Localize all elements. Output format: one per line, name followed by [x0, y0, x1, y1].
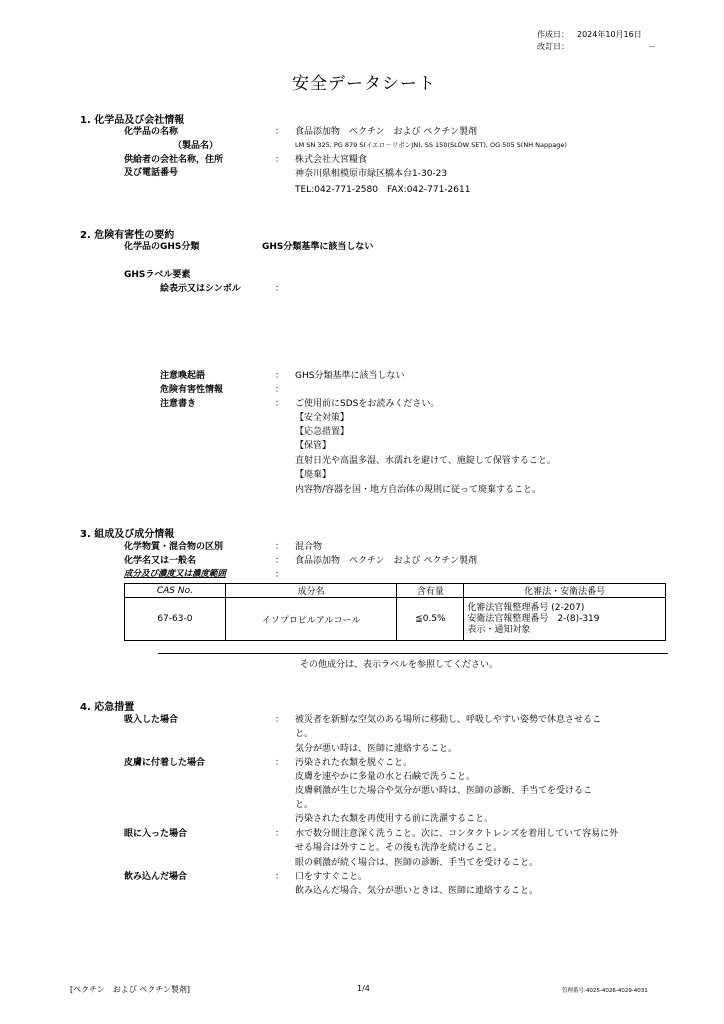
skin-line: 汚染された衣類を脱ぐこと。: [295, 758, 413, 768]
table-row: [125, 598, 666, 641]
precaution-line: 内容物/容器を国・地方自治体の規則に従って廃棄すること。: [295, 485, 542, 495]
inhale-label: 吸入した場合: [124, 715, 179, 725]
colon: ：: [275, 399, 285, 409]
cell-component: イソプロピルアルコール: [225, 598, 397, 641]
precaution-line: ご使用前にSDSをお読みください。: [295, 399, 440, 409]
trade-name-label: （製品名）: [173, 141, 219, 151]
colon: ：: [275, 385, 285, 395]
ghs-class-label: 化学品のGHS分類: [124, 242, 200, 252]
colon: ：: [275, 284, 285, 294]
precaution-line: 直射日光や高温多湿、水濡れを避けて、施錠して保管すること。: [295, 456, 556, 466]
colon: ：: [275, 872, 285, 882]
page-number: 1/4: [357, 984, 370, 993]
phone-label: 及び電話番号: [124, 168, 179, 178]
section4-heading: 4. 応急措置: [80, 702, 135, 713]
inhale-line: と。: [295, 729, 314, 739]
divider: [158, 653, 668, 654]
colon: ：: [275, 371, 285, 381]
cell-content: ≦0.5%: [397, 598, 464, 641]
chemical-name-label: 化学名又は一般名: [124, 556, 197, 566]
product-name-value: 食品添加物 ペクチン および ペクチン製剤: [295, 127, 477, 137]
signal-word-value: GHS分類基準に該当しない: [295, 371, 405, 381]
skin-line: 皮膚刺激が生じた場合や気分が悪い時は、医師の診断、手当てを受けるこ: [295, 786, 593, 796]
skin-line: 汚染された衣類を再使用する前に洗濯すること。: [295, 814, 494, 824]
header-component: 成分名: [225, 584, 397, 598]
swallow-line: 口をすすぐこと。: [295, 872, 368, 882]
signal-word-label: 注意喚起語: [160, 371, 206, 381]
swallow-line: 飲み込んだ場合、気分が悪いときは、医師に連絡すること。: [295, 886, 539, 896]
substance-type-value: 混合物: [295, 542, 323, 552]
precaution-label: 注意書き: [160, 399, 197, 409]
revised-date-value: －: [648, 42, 656, 51]
eye-line: 眼の刺激が続く場合は、医師の診断、手当てを受けること。: [295, 858, 539, 868]
skin-line: と。: [295, 800, 314, 810]
pictogram-label: 絵表示又はシンボル: [160, 284, 241, 294]
revised-date-label: 改訂日：: [537, 42, 569, 51]
colon: ：: [275, 155, 285, 165]
cell-law-number: [464, 598, 666, 641]
eye-line: せる場合は外すこと。その後も洗浄を続けること。: [295, 843, 503, 853]
law-line: 化審法官報整理番号 (2-207): [467, 602, 585, 613]
skin-label: 皮膚に付着した場合: [124, 758, 206, 768]
composition-table: [124, 583, 666, 641]
ghs-label-heading: GHSラベル要素: [124, 270, 191, 280]
chemical-name-value: 食品添加物 ペクチン および ペクチン製剤: [295, 556, 477, 566]
created-date-value: 2024年10月16日: [577, 30, 642, 39]
footer-product: [ペクチン および ペクチン製剤]: [70, 985, 190, 994]
hazard-info-label: 危険有害性情報: [160, 385, 224, 395]
eye-line: 水で数分間注意深く洗うこと。次に、コンタクトレンズを着用していて容易に外: [295, 829, 619, 839]
supplier-address: 神奈川県相模原市緑区橋本台1-30-23: [295, 169, 448, 179]
product-name-label: 化学品の名称: [124, 127, 179, 137]
colon: ：: [275, 570, 285, 580]
management-number: 管理番号:4025-4026-4029-4031: [562, 988, 648, 994]
header-cas: CAS No.: [125, 584, 226, 598]
colon: ：: [275, 556, 285, 566]
swallow-label: 飲み込んだ場合: [124, 872, 188, 882]
trade-name-value: LM SN 325, PG 879 S(イエロ－リボンJN), SS 150(SLOW SET), OG 505 S(NH Nappage): [295, 141, 567, 149]
page-title: 安全データシート: [292, 74, 436, 94]
supplier-value: 株式会社大宮糧食: [295, 155, 368, 165]
colon: ：: [275, 715, 285, 725]
colon: ：: [275, 542, 285, 552]
section3-heading: 3. 組成及び成分情報: [80, 529, 175, 540]
header-content: 含有量: [397, 584, 464, 598]
supplier-label: 供給者の会社名称，住所: [124, 155, 224, 165]
precaution-line: 【応急措置】: [295, 427, 350, 437]
precaution-line: 【安全対策】: [295, 413, 350, 423]
colon: ：: [275, 127, 285, 137]
composition-note: その他成分は、表示ラベルを参照してください。: [300, 660, 499, 670]
ghs-class-value: GHS分類基準に該当しない: [262, 242, 374, 252]
concentration-label: 成分及び濃度又は濃度範囲: [124, 569, 227, 579]
section2-heading: 2. 危険有害性の要約: [80, 230, 175, 241]
table-header-row: [125, 584, 666, 598]
substance-type-label: 化学物質・混合物の区別: [124, 542, 224, 552]
skin-line: 皮膚を速やかに多量の水と石鹸で洗うこと。: [295, 772, 476, 782]
eye-label: 眼に入った場合: [124, 829, 188, 839]
precaution-line: 【保管】: [295, 441, 332, 451]
supplier-tel: TEL:042-771-2580 FAX:042-771-2611: [295, 185, 471, 195]
cell-cas: 67-63-0: [125, 598, 226, 641]
precaution-line: 【廃棄】: [295, 470, 332, 480]
inhale-line: 被災者を新鮮な空気のある場所に移動し、呼吸しやすい姿勢で休息させるこ: [295, 715, 602, 725]
created-date-label: 作成日：: [537, 30, 569, 39]
law-line: 表示・通知対象: [467, 624, 531, 635]
law-line: 安衛法官報整理番号 2-(8)-319: [467, 613, 600, 624]
section1-heading: 1. 化学品及び会社情報: [80, 115, 185, 126]
colon: ：: [275, 829, 285, 839]
header-law-number: 化審法・安衛法番号: [464, 584, 666, 598]
inhale-line: 気分が悪い時は、医師に連絡すること。: [295, 744, 458, 754]
colon: ：: [275, 758, 285, 768]
